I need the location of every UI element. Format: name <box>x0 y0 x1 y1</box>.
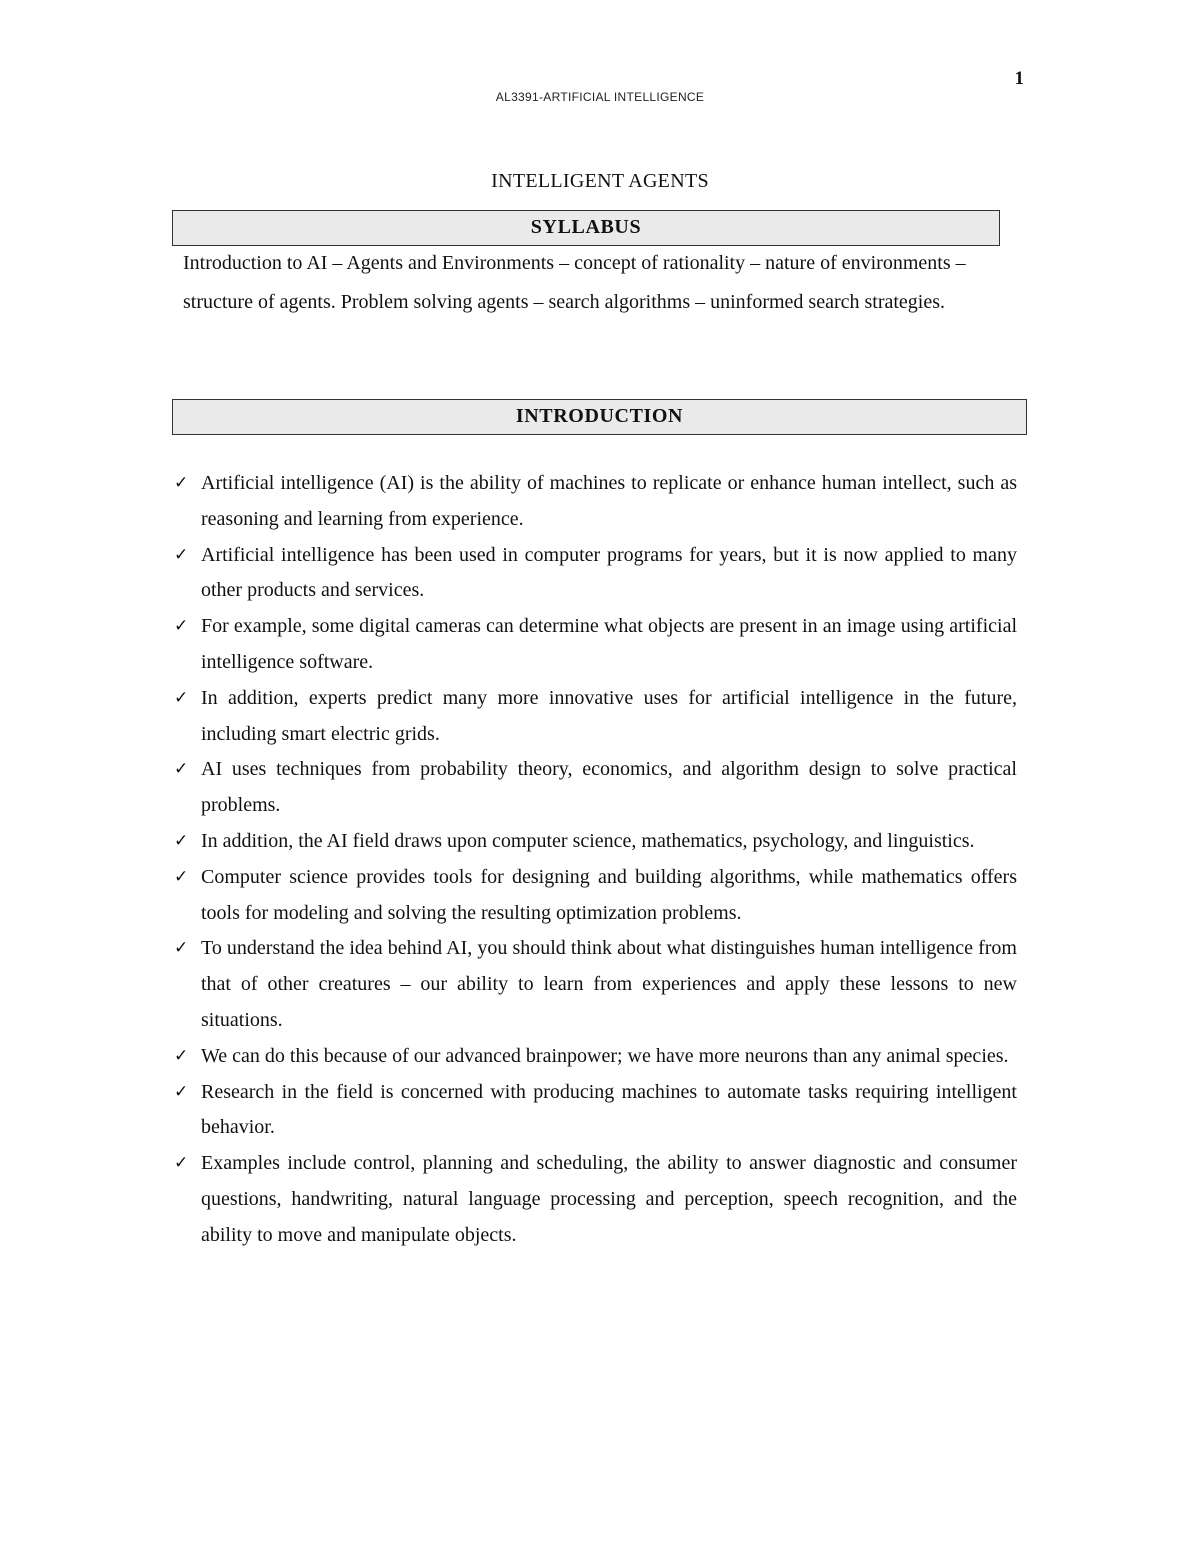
check-icon: ✓ <box>174 687 189 708</box>
check-icon: ✓ <box>174 616 189 637</box>
bullet-text: Examples include control, planning and scheduling, the ability to answer diagnostic and consumer questions, handwriting, natural language processing and perception, speech recognition, and the ability to move and manipulate objects. <box>201 1152 1017 1246</box>
check-icon: ✓ <box>174 1081 189 1102</box>
list-item <box>172 752 1017 824</box>
list-item <box>172 1039 1017 1075</box>
check-icon: ✓ <box>174 544 189 565</box>
check-icon: ✓ <box>174 866 189 887</box>
list-item <box>172 860 1017 932</box>
list-item <box>172 538 1017 610</box>
check-icon: ✓ <box>174 473 189 493</box>
list-item <box>172 681 1017 753</box>
syllabus-text: Introduction to AI – Agents and Environments – concept of rationality – nature of environments – structure of agents. Problem solving agents – search algorithms – uninformed search strategies. <box>183 252 966 313</box>
list-item <box>172 1146 1017 1253</box>
bullet-text: In addition, experts predict many more innovative uses for artificial intelligence in the future, including smart electric grids. <box>201 686 1017 745</box>
introduction-bullet-list <box>172 466 1017 1254</box>
bullet-text: AI uses techniques from probability theory, economics, and algorithm design to solve practical problems. <box>201 758 1017 817</box>
bullet-text: In addition, the AI field draws upon computer science, mathematics, psychology, and linguistics. <box>201 829 975 852</box>
page-number: 1 <box>1014 68 1024 89</box>
syllabus-heading: SYLLABUS <box>172 210 1000 246</box>
list-item <box>172 824 1017 860</box>
check-icon: ✓ <box>174 938 189 959</box>
list-item <box>172 609 1017 681</box>
list-item <box>172 931 1017 1038</box>
check-icon: ✓ <box>174 759 189 780</box>
check-icon: ✓ <box>174 830 189 851</box>
list-item <box>172 466 1017 538</box>
check-icon: ✓ <box>174 1153 189 1174</box>
bullet-text: To understand the idea behind AI, you should think about what distinguishes human intelligence from that of other creatures – our ability to learn from experiences and apply these lessons to new situations. <box>201 937 1017 1031</box>
bullet-text: Artificial intelligence has been used in computer programs for years, but it is now applied to many other products and services. <box>201 543 1017 602</box>
bullet-text: Research in the field is concerned with producing machines to automate tasks requiring intelligent behavior. <box>201 1080 1017 1139</box>
check-icon: ✓ <box>174 1045 189 1066</box>
bullet-text: For example, some digital cameras can determine what objects are present in an image using artificial intelligence software. <box>201 615 1017 673</box>
introduction-heading: INTRODUCTION <box>172 399 1027 435</box>
bullet-text: Computer science provides tools for designing and building algorithms, while mathematics offers tools for modeling and solving the resulting optimization problems. <box>201 865 1017 924</box>
bullet-text: We can do this because of our advanced brainpower; we have more neurons than any animal species. <box>201 1044 1009 1067</box>
document-title: INTELLIGENT AGENTS <box>491 170 709 192</box>
running-header: AL3391-ARTIFICIAL INTELLIGENCE <box>495 90 705 104</box>
bullet-text: Artificial intelligence (AI) is the ability of machines to replicate or enhance human intellect, such as reasoning and learning from experience. <box>201 472 1017 530</box>
list-item <box>172 1075 1017 1147</box>
